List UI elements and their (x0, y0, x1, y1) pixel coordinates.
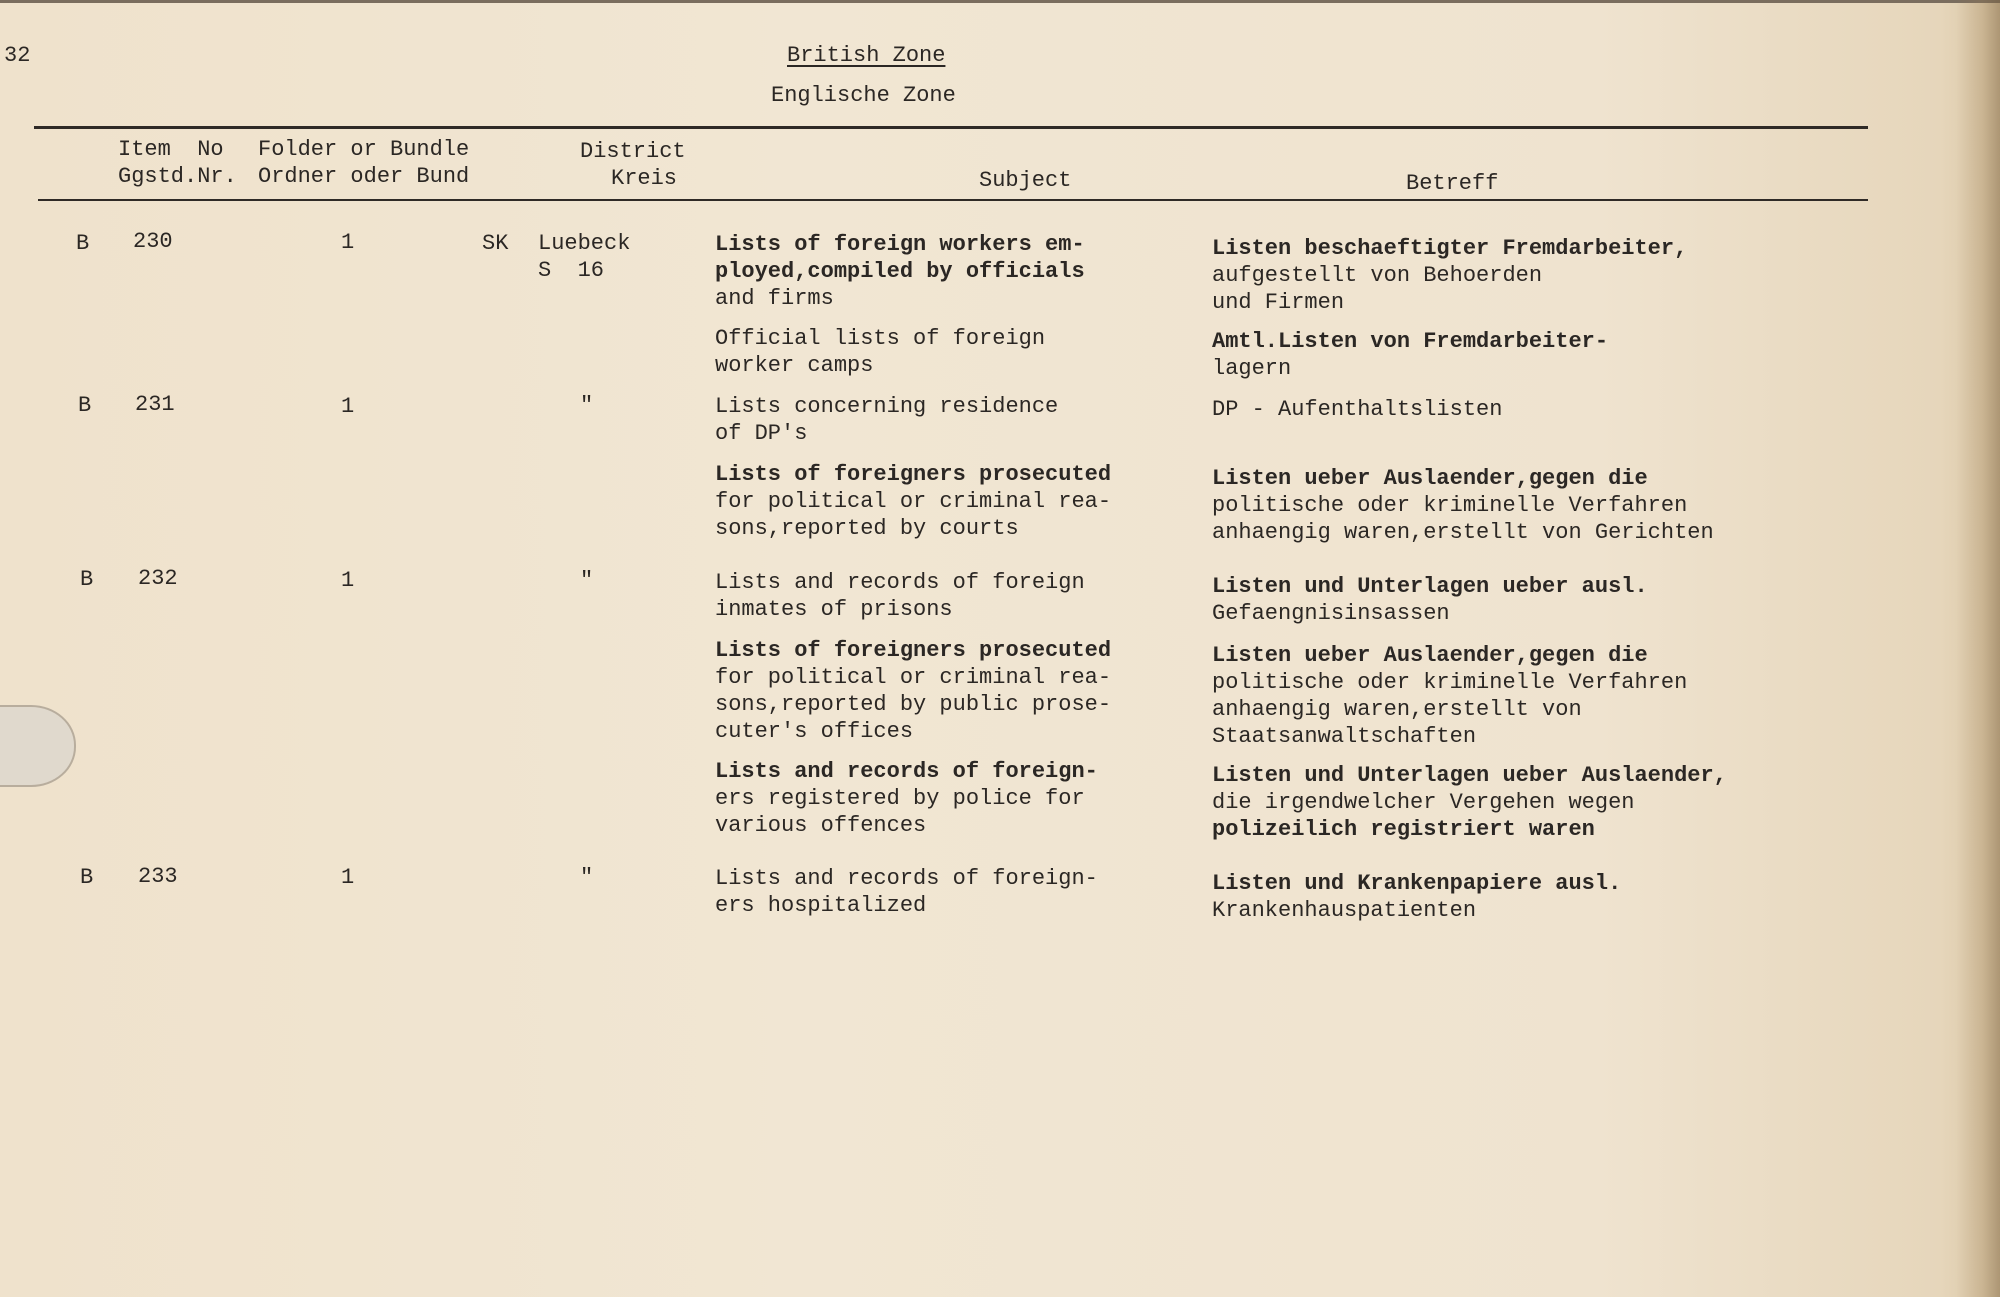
row-230-betreff-1-line-2: aufgestellt von Behoerden (1212, 263, 1543, 288)
header-item-de: Ggstd.Nr. (118, 164, 237, 189)
header-betreff: Betreff (1406, 171, 1499, 196)
header-district-de: Kreis (611, 166, 678, 191)
header-folder-en: Folder or Bundle (258, 137, 470, 162)
page-title: British Zone (787, 43, 946, 68)
row-232-betreff-1-line-1: Listen und Unterlagen ueber ausl. (1212, 574, 1648, 599)
row-231-betreff-2-line-3: anhaengig waren,erstellt von Gerichten (1212, 520, 1714, 545)
row-232-subject-1-line-2: inmates of prisons (715, 597, 953, 622)
row-232-betreff-3-line-2: die irgendwelcher Vergehen wegen (1212, 790, 1635, 815)
row-233-folder: 1 (341, 865, 355, 890)
row-233-number: 233 (138, 864, 178, 889)
row-232-folder: 1 (341, 568, 355, 593)
row-231-subject-2-line-2: for political or criminal rea- (715, 489, 1112, 514)
row-231-betreff-1-line-1: DP - Aufenthaltslisten (1212, 397, 1503, 422)
row-232-series: B (80, 567, 94, 592)
row-230-betreff-2-line-2: lagern (1212, 356, 1292, 381)
row-230-betreff-2-line-1: Amtl.Listen von Fremdarbeiter- (1212, 329, 1609, 354)
row-231-folder: 1 (341, 394, 355, 419)
row-230-subject-2-line-2: worker camps (715, 353, 874, 378)
row-232-betreff-2-line-2: politische oder kriminelle Verfahren (1212, 670, 1688, 695)
header-bottom-rule (38, 199, 1868, 201)
row-230-subject-1-line-2: ployed,compiled by officials (715, 259, 1085, 284)
row-231-subject-2-line-1: Lists of foreigners prosecuted (715, 462, 1112, 487)
row-231-subject-1-line-2: of DP's (715, 421, 808, 446)
row-232-district-ditto: " (580, 568, 596, 593)
row-232-subject-2-line-2: for political or criminal rea- (715, 665, 1112, 690)
row-230-district-name: Luebeck (538, 231, 631, 256)
page-number: 32 (4, 43, 31, 68)
row-231-betreff-2-line-2: politische oder kriminelle Verfahren (1212, 493, 1688, 518)
header-subject: Subject (979, 168, 1072, 193)
row-230-subject-1-line-1: Lists of foreign workers em- (715, 232, 1085, 257)
row-230-betreff-1-line-3: und Firmen (1212, 290, 1345, 315)
row-233-betreff-1-line-2: Krankenhauspatienten (1212, 898, 1477, 923)
page-top-edge (0, 0, 2000, 3)
row-232-betreff-2-line-1: Listen ueber Auslaender,gegen die (1212, 643, 1648, 668)
row-230-district-prefix: SK (482, 231, 509, 256)
row-232-betreff-3-line-3: polizeilich registriert waren (1212, 817, 1595, 842)
row-230-folder: 1 (341, 230, 355, 255)
row-232-betreff-1-line-2: Gefaengnisinsassen (1212, 601, 1450, 626)
row-232-subject-2-line-3: sons,reported by public prose- (715, 692, 1112, 717)
header-top-rule (34, 126, 1868, 129)
row-232-betreff-2-line-4: Staatsanwaltschaften (1212, 724, 1477, 749)
row-232-betreff-3-line-1: Listen und Unterlagen ueber Auslaender, (1212, 763, 1727, 788)
row-232-subject-3-line-2: ers registered by police for (715, 786, 1085, 811)
page-subtitle: Englische Zone (771, 83, 956, 108)
row-233-subject-1-line-2: ers hospitalized (715, 893, 927, 918)
row-233-series: B (80, 865, 94, 890)
row-233-subject-1-line-1: Lists and records of foreign- (715, 866, 1098, 891)
header-district-en: District (580, 139, 686, 164)
row-231-series: B (78, 393, 92, 418)
row-231-number: 231 (135, 392, 175, 417)
header-item-en: Item No (118, 137, 224, 162)
row-231-subject-2-line-3: sons,reported by courts (715, 516, 1019, 541)
row-232-subject-3-line-1: Lists and records of foreign- (715, 759, 1098, 784)
row-230-number: 230 (133, 229, 173, 254)
row-232-subject-1-line-1: Lists and records of foreign (715, 570, 1085, 595)
row-231-subject-1-line-1: Lists concerning residence (715, 394, 1059, 419)
row-230-betreff-1-line-1: Listen beschaeftigter Fremdarbeiter, (1212, 236, 1688, 261)
row-230-series: B (76, 231, 90, 256)
row-232-betreff-2-line-3: anhaengig waren,erstellt von (1212, 697, 1582, 722)
header-folder-de: Ordner oder Bund (258, 164, 470, 189)
row-230-subject-1-line-3: and firms (715, 286, 834, 311)
row-233-betreff-1-line-1: Listen und Krankenpapiere ausl. (1212, 871, 1622, 896)
row-232-subject-3-line-3: various offences (715, 813, 927, 838)
row-232-number: 232 (138, 566, 178, 591)
row-231-district-ditto: " (580, 393, 596, 418)
row-232-subject-2-line-4: cuter's offices (715, 719, 914, 744)
row-230-district-code: S 16 (538, 258, 605, 283)
row-230-subject-2-line-1: Official lists of foreign (715, 326, 1046, 351)
row-232-subject-2-line-1: Lists of foreigners prosecuted (715, 638, 1112, 663)
row-233-district-ditto: " (580, 865, 596, 890)
row-231-betreff-2-line-1: Listen ueber Auslaender,gegen die (1212, 466, 1648, 491)
page-binding-edge (1956, 0, 2000, 1297)
